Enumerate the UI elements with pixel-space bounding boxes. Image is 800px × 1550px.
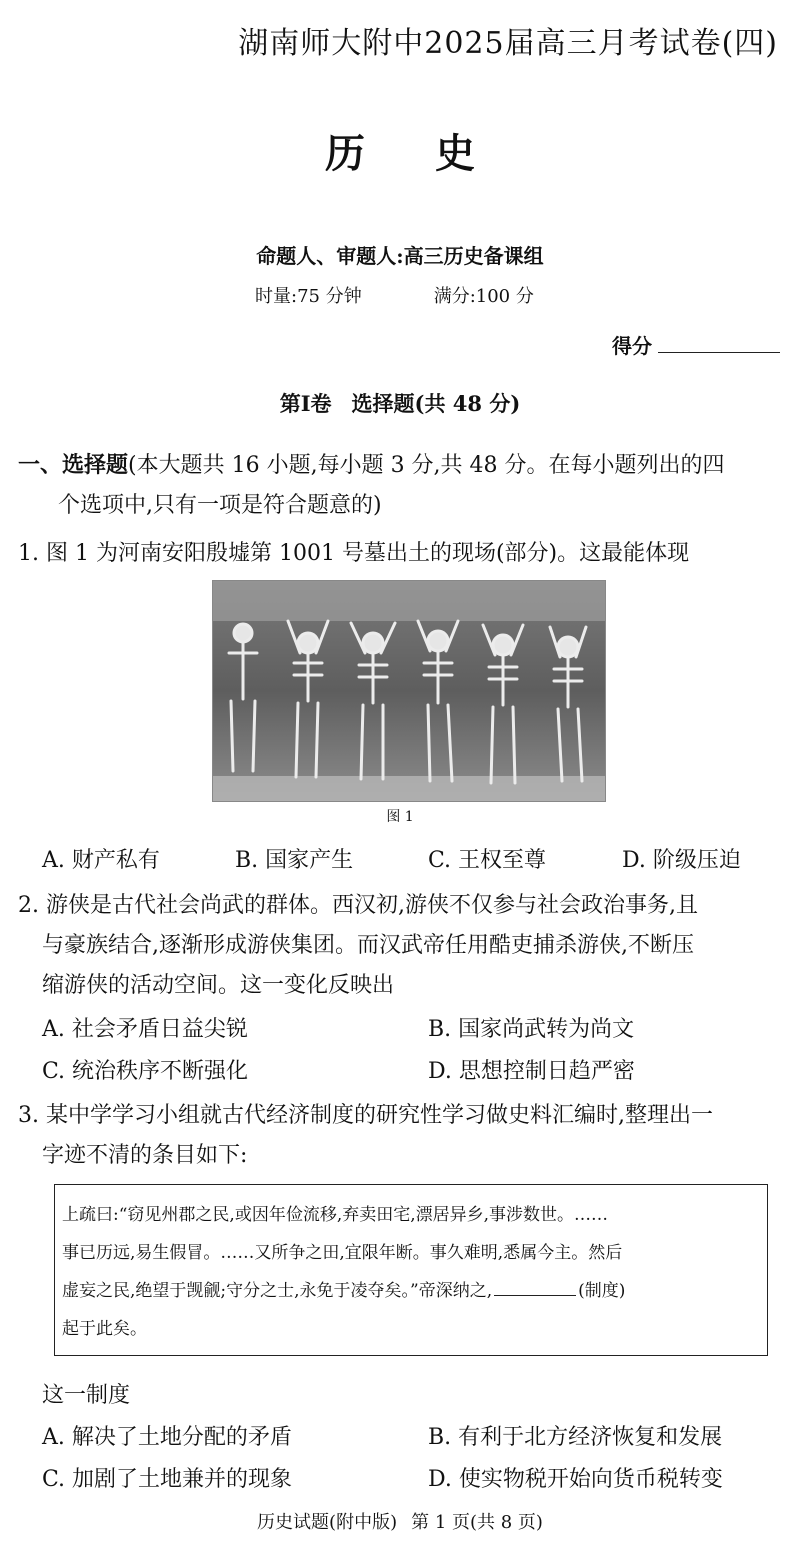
figure-caption: 图 1 (386, 809, 414, 825)
quote-line-3 (62, 1276, 625, 1301)
q1-option-a[interactable]: A. 财产私有 (42, 848, 160, 873)
q3-stem-line-2: 字迹不清的条目如下: (42, 1143, 248, 1168)
q2-stem-line-3: 缩游侠的活动空间。这一变化反映出 (42, 973, 395, 998)
q3-option-a[interactable]: A. 解决了土地分配的矛盾 (42, 1425, 292, 1450)
q3-option-b[interactable]: B. 有利于北方经济恢复和发展 (428, 1425, 723, 1450)
q3-option-d[interactable]: D. 使实物税开始向货币税转变 (428, 1467, 723, 1492)
excavation-photo (212, 580, 606, 802)
subject-title: 历史 (325, 130, 545, 177)
footer-subject: 历史试题(附中版) (257, 1512, 398, 1533)
q2-option-c[interactable]: C. 统治秩序不断强化 (42, 1059, 249, 1084)
q1-option-d[interactable]: D. 阶级压迫 (622, 848, 741, 873)
q2-option-a[interactable]: A. 社会矛盾日益尖锐 (42, 1017, 248, 1042)
q3-stem-line-1: 3. 某中学学习小组就古代经济制度的研究性学习做史料汇编时,整理出一 (18, 1103, 713, 1128)
full-score-text: 满分:100 分 (433, 286, 534, 307)
page-footer (0, 1508, 800, 1534)
quote-tail: (制度) (578, 1281, 626, 1301)
volume-label: 第Ⅰ卷 (279, 391, 332, 416)
q1-option-c[interactable]: C. 王权至尊 (428, 848, 547, 873)
q2-option-b[interactable]: B. 国家尚武转为尚文 (428, 1017, 635, 1042)
part-label: 一、选择题 (18, 452, 129, 478)
quote-blank (494, 1281, 576, 1296)
q1-stem: 1. 图 1 为河南安阳殷墟第 1001 号墓出土的现场(部分)。这最能体现 (18, 541, 690, 566)
q3-followup: 这一制度 (42, 1383, 131, 1408)
quote-line-4: 起于此矣。 (62, 1319, 147, 1339)
skeletons-illustration (213, 581, 605, 801)
score-blank[interactable] (658, 352, 780, 353)
q2-stem-line-2: 与豪族结合,逐渐形成游侠集团。而汉武帝任用酷吏捕杀游侠,不断压 (42, 933, 694, 958)
section-heading (0, 388, 800, 418)
authors-line: 命题人、审题人:高三历史备课组 (256, 244, 544, 268)
footer-page: 第 1 页(共 8 页) (411, 1512, 543, 1533)
part-instruction-1: (本大题共 16 小题,每小题 3 分,共 48 分。在每小题列出的四 (128, 453, 725, 478)
q2-stem-line-1: 2. 游侠是古代社会尚武的群体。西汉初,游侠不仅参与社会政治事务,且 (18, 893, 698, 918)
time-info (255, 282, 534, 308)
q2-option-d[interactable]: D. 思想控制日趋严密 (428, 1059, 635, 1084)
q1-option-b[interactable]: B. 国家产生 (235, 848, 354, 873)
quote-line-1: 上疏曰:“窃见州郡之民,或因年俭流移,弃卖田宅,漂居异乡,事涉数世。…… (62, 1205, 609, 1225)
q3-option-c[interactable]: C. 加剧了土地兼并的现象 (42, 1467, 293, 1492)
quote-line-2: 事已历远,易生假冒。……又所争之田,宜限年断。事久难明,悉属今主。然后 (62, 1243, 623, 1263)
exam-title: 湖南师大附中2025届高三月考试卷(四) (238, 26, 778, 61)
quote-line-3-text: 虚妄之民,绝望于觊觎;守分之士,永免于凌夺矣。”帝深纳之, (62, 1281, 493, 1301)
part-instruction-line-1 (18, 448, 725, 479)
duration-text: 时量:75 分钟 (255, 286, 362, 307)
score-label: 得分 (612, 334, 652, 358)
section-name: 选择题(共 48 分) (351, 391, 521, 416)
part-instruction-line-2: 个选项中,只有一项是符合题意的) (58, 493, 382, 518)
